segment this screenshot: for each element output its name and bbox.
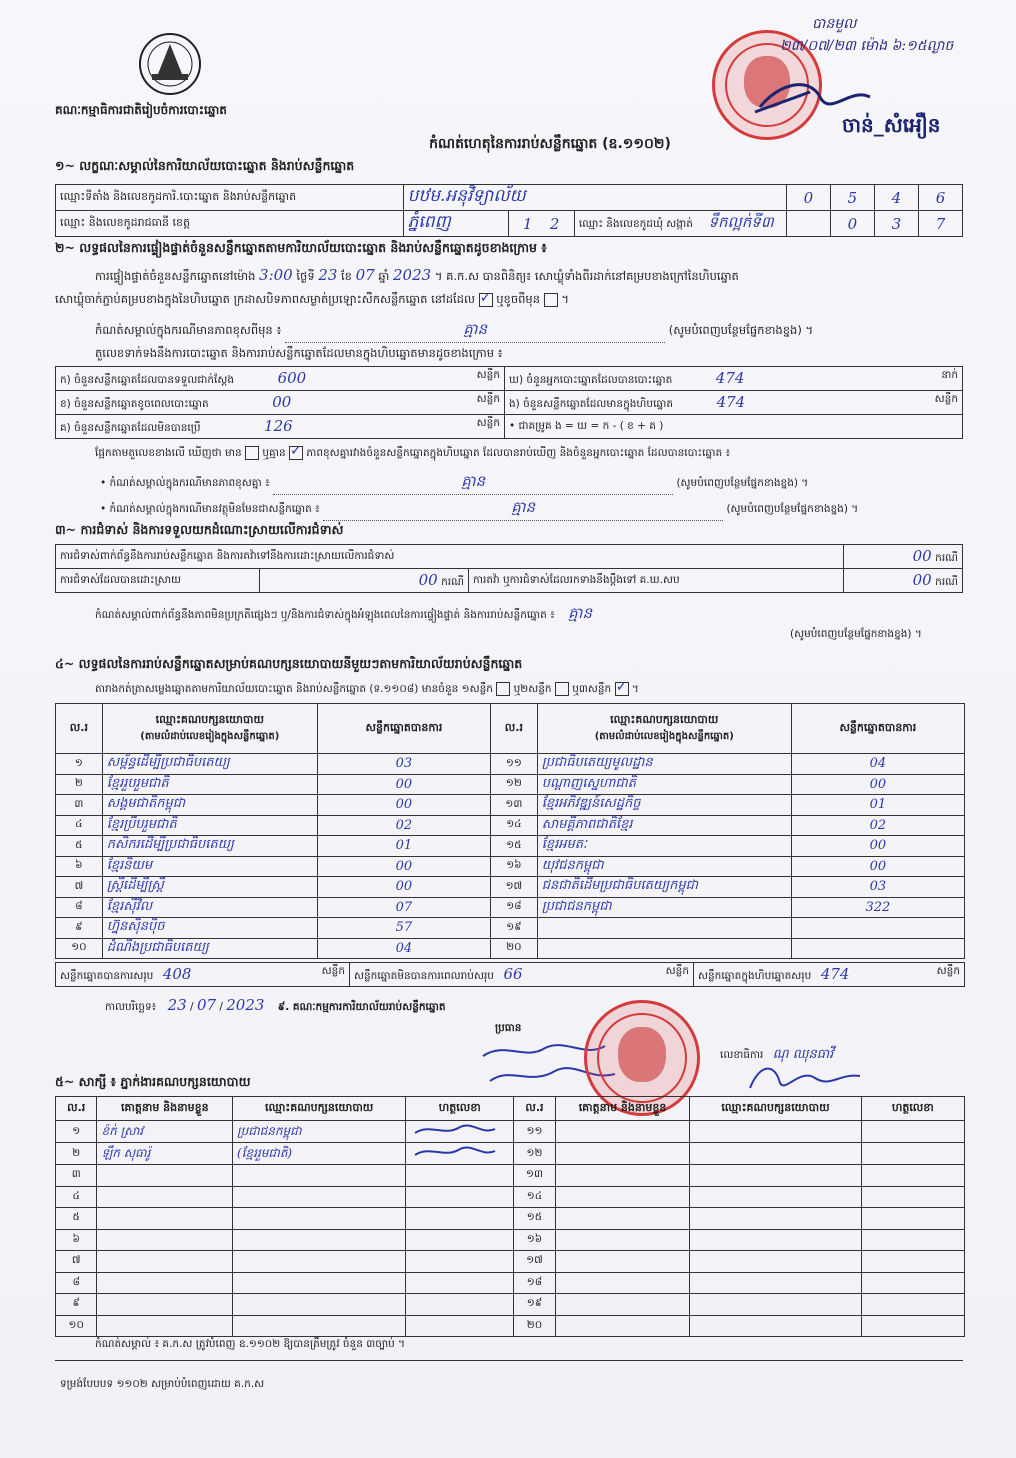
witness-name: ខ៉ក់ ស្រាវ: [101, 1123, 144, 1138]
row-number: ២០: [526, 1318, 543, 1331]
witness-row: [56, 1272, 965, 1294]
party-votes: 00: [869, 838, 887, 854]
row-number: ១៩: [506, 920, 522, 933]
secretary-line: លេខាធិការ ណុ ឈុនធាវី: [720, 1047, 834, 1062]
result-row: [56, 836, 965, 857]
witness-row: [56, 1143, 965, 1165]
secretary-signature: [740, 1058, 870, 1098]
row-number: ១៧: [505, 879, 523, 892]
row-number: ១៨: [506, 900, 522, 913]
result-row: [56, 815, 965, 836]
party-name: ខ្មែរស៊ីវិល: [106, 898, 153, 914]
row-number: ៨: [75, 900, 83, 913]
section1-heading: ១~ លក្ខណៈសម្គាល់នៃការិយាល័យបោះឆ្នោត និងរាប់សន្លឹកឆ្នោត: [55, 158, 355, 173]
station-name: បឋម.អនុវិទ្យាល័យ: [407, 186, 526, 206]
remark-value: គ្មាន: [463, 320, 487, 338]
commune-name: ទឹកល្អក់ទី៣: [708, 212, 774, 231]
row-number: ៦: [72, 1232, 80, 1245]
result-row: [56, 897, 965, 918]
section2-heading: ២~ លទ្ធផលនៃការផ្ទៀងផ្ទាត់ចំនួនសន្លឹកឆ្នោតតាមការិយាល័យបោះឆ្នោត និងរាប់សន្លឹកឆ្នោតដូចខាងក្រោម ៖: [55, 240, 547, 255]
result-row: [56, 856, 965, 877]
emblem-icon: [130, 28, 210, 98]
party-votes: 57: [395, 920, 413, 936]
secretary-name: ណុ ឈុនធាវី: [772, 1047, 834, 1062]
row-number: ១០: [71, 941, 87, 954]
three-sheet-checkbox[interactable]: [615, 682, 629, 696]
result-row: [56, 774, 965, 795]
station-code-digit: 5: [847, 188, 858, 207]
result-row: [56, 877, 965, 898]
witness-party: (ខ្មែររួមជាតិ): [237, 1145, 293, 1160]
row-number: ១៦: [506, 859, 522, 872]
result-row: [56, 754, 965, 775]
row-number: ៩: [72, 1297, 80, 1310]
row-number: ១៥: [506, 838, 522, 851]
total-ballots-in-box: 474: [820, 964, 850, 983]
party-name: ស្ត្រីដើម្បីស្ត្រី: [106, 878, 164, 894]
chair-label: ប្រធាន: [495, 1022, 522, 1034]
col-votes: សន្លឹកឆ្នោតបានការ: [317, 704, 490, 754]
row-number: ១: [74, 756, 83, 769]
col-party: ឈ្មោះគណបក្សនយោបាយ: [155, 713, 264, 726]
verification-year: 2023: [393, 266, 432, 284]
row-number: ១៤: [526, 1189, 543, 1202]
row-number: ១២: [505, 777, 522, 790]
form-title: កំណត់ហេតុនៃការរាប់សន្លឹកឆ្នោត (ឧ.១១០២): [429, 136, 671, 152]
party-name: សម្ព័ន្ធដើម្បីប្រជាធិបតេយ្យ: [106, 755, 230, 771]
party-votes: 322: [865, 899, 891, 915]
corner-note-2: ២៣/០៧/២៣ ម៉ោង ៦:១៥ល្ងាច: [780, 38, 954, 54]
party-name: សង្គមជាតិកម្ពុជា: [106, 796, 186, 812]
commune-label: ឈ្មោះ និងលេខកូដឃុំ សង្កាត់: [578, 217, 693, 230]
commune-code-digit: 7: [935, 214, 946, 233]
party-name: កសិករដើម្បីប្រជាធិបតេយ្យ: [106, 837, 234, 853]
party-votes: 01: [395, 838, 413, 854]
objection-table: ការជំទាស់ពាក់ព័ន្ធនឹងការរាប់សន្លឹកឆ្នោត និងការតវ៉ាទៅនឹងការដោះស្រាយលើការជំទាស់ 00 ករណី ការជំទាស់ដែលបានដោះស្រាយ 00 ករណី ការតវ៉ា ឬការជំទាស់ដែលរកទាងនឹងប្តឹងទៅ គ.ឃ.សប 00 ករណី: [55, 544, 963, 593]
seal-status-line: សោឃ្លុំចាក់ភ្ជាប់គម្របខាងក្នុងនៃហិបឆ្នោត ក្រដាសបិទភាពសម្ងាត់ប្រឡោះសឺកសន្លឹកឆ្នោត នៅដដែល ✓ ឬខូចពីមុន ។: [55, 292, 569, 309]
row-number: ៥: [72, 1211, 80, 1224]
irregularity-remark-value: គ្មាន: [568, 604, 592, 622]
party-name: ជនជាតិដើមប្រជាធិបតេយ្យកម្ពុជា: [541, 878, 699, 894]
row-number: ៨: [72, 1275, 80, 1288]
station-code-digit: 4: [891, 188, 902, 207]
formula-text: • ជាគម្រូគ ង = ឃ = ក - ( ខ + គ ): [509, 419, 664, 432]
witness-row: [56, 1251, 965, 1273]
row-number: ២: [74, 777, 83, 790]
row-number: ១៩: [526, 1297, 543, 1310]
counts-table: ក) ចំនួនសន្លឹកឆ្នោតដែលបានទទួលជាក់ស្តែង 600 សន្លឹក ឃ) ចំនួនអ្នកបោះឆ្នោតដែលបានបោះឆ្នោត 474 នាក់ ខ) ចំនួនសន្លឹកឆ្នោតខូចពេលបោះឆ្នោត 00 សន្លឹក ង) ចំនួនសន្លឹកឆ្នោតដែលមានក្នុងហិបឆ្នោត 474 សន្លឹក គ) ចំនួនសន្លឹកឆ្នោតដែលមិនបានប្រើ 126 សន្លឹក • ជាគម្រូគ ង = ឃ = ក - ( ខ + គ ): [55, 366, 963, 439]
row-number: ១៧: [526, 1254, 543, 1267]
irregularity-remark: កំណត់សម្គាល់ពាក់ព័ន្ធនឹងភាពមិនប្រក្រតីផ្សេងៗ ឬ/និងការជំទាស់ក្នុងអំឡុងពេលនៃការផ្ទៀងផ្ទាត់ និងការរាប់សន្លឹកឆ្នោត ៖ គ្មាន: [95, 604, 592, 622]
party-name: យុវជនកម្ពុជា: [541, 857, 604, 873]
unused-ballots: 126: [264, 416, 293, 435]
party-votes: 03: [869, 879, 887, 895]
total-invalid-votes: 66: [503, 964, 523, 983]
row-number: ២: [72, 1146, 81, 1159]
foreign-object-remark-value: គ្មាន: [511, 498, 535, 516]
witness-name: ឡឹក សុធារ៉ូ: [101, 1145, 151, 1160]
row-number: ១៣: [526, 1168, 543, 1181]
witness-row: [56, 1315, 965, 1337]
row-number: ៧: [71, 1254, 81, 1267]
bullet-difference: • កំណត់សម្គាល់ក្នុងករណីមានភាពខុសគ្នា ៖ គ្មាន (សូមបំពេញបន្ថែមផ្នែកខាងខ្នង) ។: [100, 472, 808, 495]
committee-label: ៩. គណៈកម្មការការិយាល័យរាប់សន្លឹកឆ្នោត: [277, 1001, 446, 1013]
voters-count: 474: [715, 368, 745, 387]
verification-month: 07: [355, 266, 375, 284]
party-votes: 07: [395, 899, 413, 915]
corner-note-1: បានមួល: [812, 16, 857, 32]
row-number: ៤: [72, 1189, 80, 1202]
received-ballots: 600: [277, 368, 307, 387]
row-number: ១២: [526, 1146, 543, 1159]
org-name: គណៈកម្មាធិការជាតិរៀបចំការបោះឆ្នោត: [55, 103, 227, 117]
witness-row: [56, 1294, 965, 1316]
row-number: ១១: [505, 756, 522, 769]
spoiled-ballots: 00: [272, 392, 292, 411]
row-number: ១៣: [505, 797, 523, 810]
two-sheet-checkbox[interactable]: [555, 682, 569, 696]
witness-row: [56, 1121, 965, 1143]
row-number: ១៤: [506, 818, 522, 831]
row-number: ៤: [75, 818, 83, 831]
commune-code-digit: 0: [847, 214, 858, 233]
row-number: ៦: [75, 859, 83, 872]
province-code-digit: 2: [549, 214, 560, 233]
note-line: កំណត់សម្គាល់ ៖ គ.ក.ស ត្រូវបំពេញ ឧ.១១០២ ឱ្យបានត្រឹមត្រូវ ចំនួន ៣ច្បាប់ ។: [95, 1338, 406, 1350]
counts-intro: តួលេខទាក់ទងនឹងការបោះឆ្នោត និងការរាប់សន្លឹកឆ្នោតដែលមានក្នុងហិបឆ្នោតមានដូចខាងក្រោម ៖: [95, 346, 503, 360]
witness-row: [56, 1208, 965, 1230]
party-votes: 00: [869, 858, 887, 874]
witness-row: [56, 1165, 965, 1187]
footer-divider: [55, 1360, 963, 1361]
party-name: ហ្វ៊ុនស៊ិនប៉ិច: [106, 919, 165, 935]
verification-line: ការផ្ទៀងផ្ទាត់ចំនួនសន្លឹកឆ្នោតនៅម៉ោង 3:00 ថ្ងៃទី 23 ខែ 07 ឆ្នាំ 2023 ។ គ.ក.ស បានពិនិត្យ៖ សោឃ្លុំទាំងពីរដាក់នៅគម្របខាងក្រៅនៃហិបឆ្នោត: [95, 266, 739, 284]
row-number: ២០: [506, 941, 522, 954]
bullet-foreign-object: • កំណត់សម្គាល់ក្នុងករណីមានវត្ថុមិនមែនជាសន្លឹកឆ្នោត ៖ គ្មាន (សូមបំពេញបន្ថែមផ្នែកខាងខ្នង) ។: [100, 498, 858, 521]
row-number: ៩: [75, 920, 83, 933]
section5-heading: ៥~ សាក្សី ៖ ភ្នាក់ងារគណបក្សនយោបាយ: [55, 1074, 251, 1089]
total-valid-votes: 408: [162, 964, 192, 983]
row-number: ១៨: [526, 1275, 543, 1288]
station-label: ឈ្មោះទីតាំង និងលេខកូដការិ.បោះឆ្នោត និងរាប់សន្លឹកឆ្នោត: [56, 185, 404, 211]
party-votes: 00: [869, 776, 887, 792]
party-name: ដំណឹងប្រជាធិបតេយ្យ: [106, 939, 209, 955]
party-name: ប្រជាធិបតេយ្យមូលដ្ឋាន: [541, 755, 653, 771]
section1-table: [55, 184, 963, 237]
date-line: កាលបរិច្ឆេទ៖ 23 / 07 / 2023 ៩. គណៈកម្មការការិយាល័យរាប់សន្លឹកឆ្នោត: [105, 996, 446, 1014]
row-number: ១១: [526, 1124, 543, 1137]
section4-heading: ៤~ លទ្ធផលនៃការរាប់សន្លឹកឆ្នោតសម្រាប់គណបក្សនយោបាយនីមួយៗតាមការិយាល័យរាប់សន្លឹកឆ្នោត: [55, 656, 523, 671]
resolved-label: ការជំទាស់ដែលបានដោះស្រាយ: [60, 573, 182, 586]
party-name: ខ្មែររួបរួមជាតិ: [106, 775, 169, 791]
party-votes: 04: [869, 756, 887, 772]
seal-broken-checkbox[interactable]: [544, 293, 558, 307]
party-name: ខ្មែរនិយម: [106, 857, 153, 873]
date-month: 07: [196, 996, 217, 1014]
section3-heading: ៣~ ការជំទាស់ និងការទទួលយកដំណោះស្រាយលើការជំទាស់: [55, 522, 344, 537]
row-number: ៧: [74, 879, 84, 892]
result-row: [56, 938, 965, 959]
province-label: ឈ្មោះ និងលេខកូដរាជធានី ខេត្ត: [56, 211, 404, 237]
result-row: [56, 918, 965, 939]
party-name: ខ្មែរអភិវឌ្ឍន៍សេដ្ឋកិច្ច: [541, 796, 641, 812]
remark-line: កំណត់សម្គាល់ក្នុងករណីមានភាពខុសពីមុន ៖ គ្មាន (សូមបំពេញបន្ថែមផ្នែកខាងខ្នង) ។: [95, 320, 813, 343]
results-table: ល.រ ឈ្មោះគណបក្សនយោបាយ (តាមលំដាប់លេខរៀងក្នុងសន្លឹកឆ្នោត) សន្លឹកឆ្នោតបានការ ល.រ ឈ្មោះគណបក្សនយោបាយ (តាមលំដាប់លេខរៀងក្នុងសន្លឹកឆ្នោត) សន្លឹកឆ្នោតបានការ ១ សម្ព័ន្ធដើម្បីប្រជាធិបតេយ្យ 03 ១១ ប្រជាធិបតេយ្យមូលដ្ឋាន 04 ២ ខ្មែររួបរួមជាតិ 00 ១២ បណ្តាញស្នេហាជាតិ 00 ៣ សង្គមជាតិកម្ពុជា 00 ១៣ ខ្មែរអភិវឌ្ឍន៍សេដ្ឋកិច្ច 01 ៤ ខ្មែរប្រឹបរួមជាតិ 02 ១៤ សាមគ្គីភាពជាតិខ្មែរ 02 ៥ កសិករដើម្បីប្រជាធិបតេយ្យ 01 ១៥ ខ្មែរអមតៈ 00 ៦ ខ្មែរនិយម 00 ១៦ យុវជនកម្ពុជា 00 ៧ ស្ត្រីដើម្បីស្ត្រី 00 ១៧ ជនជាតិដើមប្រជាធិបតេយ្យកម្ពុជា 03 ៨ ខ្មែរស៊ីវិល 07 ១៨ ប្រជាជនកម្ពុជា 322 ៩ ហ្វ៊ុនស៊ិនប៉ិច 57 ១៩ ១០ ដំណឹងប្រជាធិបតេយ្យ 04 ២០: [55, 703, 965, 959]
result-row: [56, 795, 965, 816]
row-number: ១០: [68, 1318, 84, 1331]
objection-label: ការជំទាស់ពាក់ព័ន្ធនឹងការរាប់សន្លឹកឆ្នោត និងការតវ៉ាទៅនឹងការដោះស្រាយលើការជំទាស់: [60, 549, 395, 562]
col-votes: សន្លឹកឆ្នោតបានការ: [791, 704, 964, 754]
discrepancy-no-checkbox[interactable]: [289, 446, 303, 460]
commune-code-digit: 3: [891, 214, 902, 233]
party-name: ប្រជាជនកម្ពុជា: [541, 898, 612, 914]
party-name: បណ្តាញស្នេហាជាតិ: [541, 775, 637, 791]
discrepancy-yes-checkbox[interactable]: [245, 446, 259, 460]
witness-row: [56, 1186, 965, 1208]
party-name: សាមគ្គីភាពជាតិខ្មែរ: [541, 816, 633, 832]
party-votes: 00: [395, 879, 413, 895]
tally-sheet-line: តារាងកត់ត្រាសម្លេងឆ្នោតតាមការិយាល័យបោះឆ្នោត និងរាប់សន្លឹកឆ្នោត (ទ.១១០៨) មានចំនួន ១សន្លឹក ឬ២សន្លឹក ឬ៣សន្លឹក ✓ ។: [95, 682, 639, 698]
appeal-label: ការតវ៉ា ឬការជំទាស់ដែលរកទាងនឹងប្តឹងទៅ គ.ឃ.សប: [473, 573, 680, 586]
col-party: ឈ្មោះគណបក្សនយោបាយ: [610, 713, 719, 726]
row-number: ៣: [74, 797, 84, 810]
witness-signature-mark: [410, 1121, 500, 1139]
party-votes: 02: [869, 817, 887, 833]
witness-signature-mark: [410, 1143, 500, 1161]
witness-row: [56, 1229, 965, 1251]
date-year: 2023: [226, 996, 265, 1014]
row-number: ១៦: [526, 1232, 543, 1245]
row-number: ១៥: [526, 1211, 543, 1224]
row-number: ១: [72, 1124, 81, 1137]
party-votes: 00: [395, 776, 413, 792]
col-no: ល.រ: [491, 704, 538, 754]
date-day: 23: [167, 996, 187, 1014]
irregularity-fill-hint: (សូមបំពេញបន្ថែមផ្នែកខាងខ្នង) ។: [790, 628, 922, 640]
party-votes: 00: [395, 797, 413, 813]
ballots-in-box: 474: [716, 392, 746, 411]
party-votes: 03: [395, 756, 413, 772]
compare-line: ផ្អែកតាមតួលេខខាងលើ ឃើញថា មាន ឬគ្មាន ✓ ភាពខុសគ្នារវាងចំនួនសន្លឹកឆ្នោតក្នុងហិបឆ្នោត ដែលបានរាប់ឃើញ និងចំនួនអ្នកបោះឆ្នោត ដែលបានបោះឆ្នោត ៖: [95, 446, 730, 462]
corner-signer-name: ចាន់_សំអឿន: [842, 113, 941, 137]
province-name: ភ្នំពេញ: [407, 212, 451, 232]
row-number: ៥: [75, 838, 83, 851]
province-code-digit: 1: [522, 214, 533, 233]
station-code-digit: 6: [935, 188, 946, 207]
one-sheet-checkbox[interactable]: [496, 682, 510, 696]
party-votes: 01: [869, 797, 887, 813]
witness-table: ល.រ គោត្តនាម និងនាមខ្លួន ឈ្មោះគណបក្សនយោបាយ ហត្ថលេខា ល.រ គោត្តនាម និងនាមខ្លួន ឈ្មោះគណបក្សនយោបាយ ហត្ថលេខា ១ ខ៉ក់ ស្រាវ ប្រជាជនកម្ពុជា ១១ ២ ឡឹក សុធារ៉ូ (ខ្មែររួមជាតិ) ១២ ៣ ១៣ ៤ ១៤ ៥ ១៥ ៦ ១៦ ៧ ១៧ ៨ ១៨ ៩ ១៩ ១០ ២០: [55, 1096, 965, 1337]
party-name: ខ្មែរប្រឹបរួមជាតិ: [106, 816, 177, 832]
witness-party: ប្រជាជនកម្ពុជា: [237, 1123, 302, 1138]
station-code-digit: 0: [803, 188, 814, 207]
totals-row: សន្លឹកឆ្នោតបានការសរុប 408 សន្លឹក សន្លឹកឆ្នោតមិនបានការពេលរាប់សរុប 66 សន្លឹក សន្លឹកឆ្នោតក្នុងហិបឆ្នោតសរុប 474 សន្លឹក: [55, 962, 965, 987]
verification-day: 23: [318, 266, 338, 284]
row-number: ៣: [71, 1168, 81, 1181]
verification-time: 3:00: [259, 266, 293, 284]
difference-remark-value: គ្មាន: [461, 472, 486, 490]
objection-count: 00: [912, 546, 932, 565]
party-votes: 02: [395, 817, 413, 833]
appeal-count: 00: [912, 570, 932, 589]
party-votes: 00: [395, 858, 413, 874]
seal-intact-checkbox[interactable]: [479, 293, 493, 307]
party-votes: 04: [395, 940, 413, 956]
col-no: ល.រ: [56, 704, 103, 754]
party-name: ខ្មែរអមតៈ: [541, 837, 587, 853]
footer-text: ទម្រង់បែបបទ ១១០២ សម្រាប់បំពេញដោយ គ.ក.ស: [60, 1378, 265, 1390]
resolved-count: 00: [418, 570, 438, 589]
